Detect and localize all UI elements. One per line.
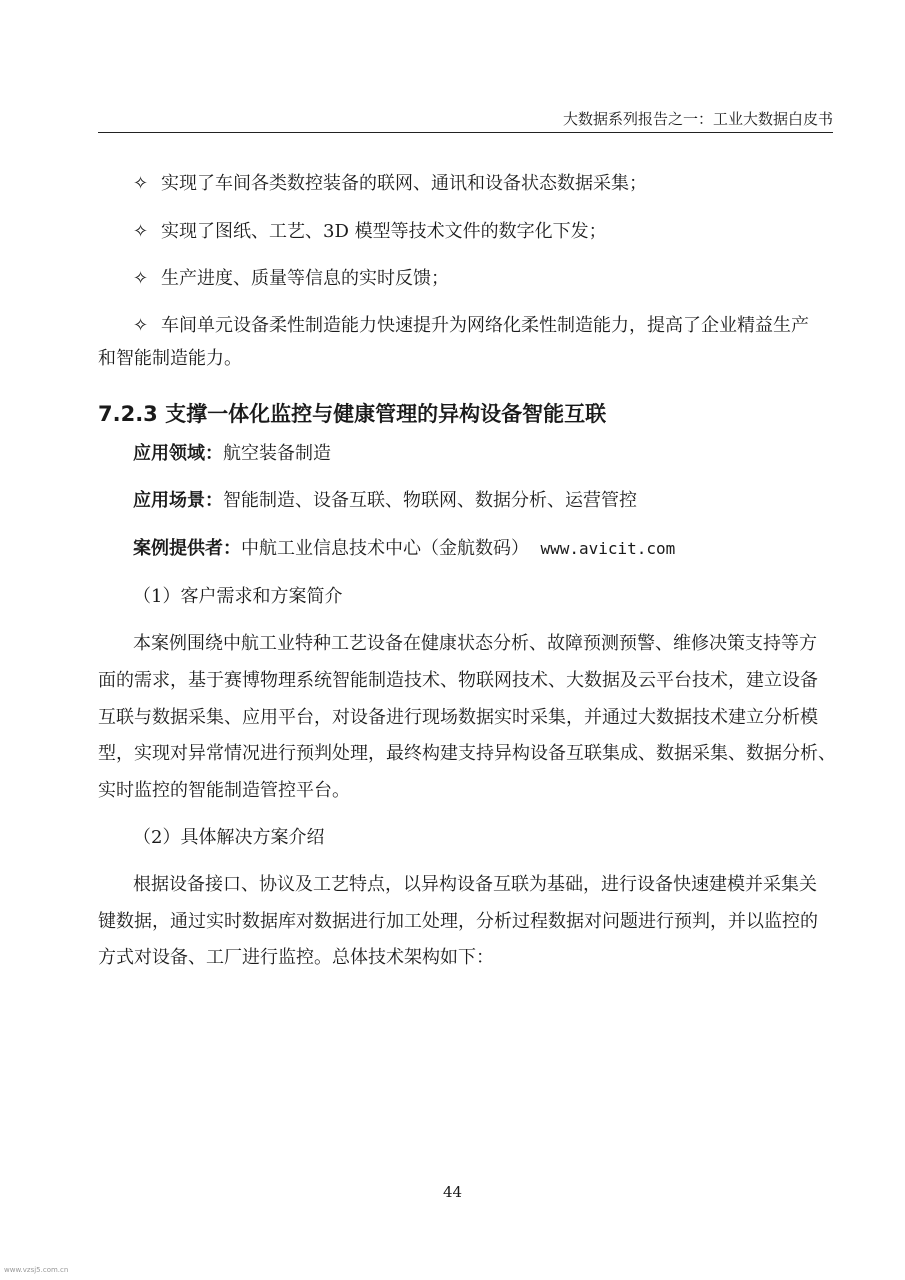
diamond-bullet-icon: ✧ xyxy=(133,268,149,289)
section-heading: 7.2.3 支撑一体化监控与健康管理的异构设备智能互联 xyxy=(98,402,607,426)
list-item xyxy=(133,262,449,296)
bullet-text: 生产进度、质量等信息的实时反馈； xyxy=(161,268,449,289)
paragraph-line: 面的需求，基于赛博物理系统智能制造技术、物联网技术、大数据及云平台技术，建立设备 xyxy=(98,670,818,691)
paragraph-line: 键数据，通过实时数据库对数据进行加工处理，分析过程数据对问题进行预判，并以监控的 xyxy=(98,911,818,932)
running-header xyxy=(98,104,833,133)
list-item xyxy=(133,309,809,343)
subsection-title: （2）具体解决方案介绍 xyxy=(133,827,325,848)
field-application-scenario xyxy=(133,484,868,518)
paragraph-line: 本案例围绕中航工业特种工艺设备在健康状态分析、故障预测预警、维修决策支持等方 xyxy=(133,633,817,654)
field-case-provider xyxy=(133,532,868,566)
field-label: 应用领域： xyxy=(133,443,223,464)
provider-url: www.avicit.com xyxy=(540,539,676,558)
diamond-bullet-icon: ✧ xyxy=(133,221,149,242)
paragraph-line: 实时监控的智能制造管控平台。 xyxy=(98,780,350,801)
diamond-bullet-icon: ✧ xyxy=(133,315,149,336)
paragraph-line: 互联与数据采集、应用平台，对设备进行现场数据实时采集，并通过大数据技术建立分析模 xyxy=(98,707,818,728)
paragraph-line: 型，实现对异常情况进行预判处理，最终构建支持异构设备互联集成、数据采集、数据分析、 xyxy=(98,743,836,764)
watermark: www.vzsj5.com.cn xyxy=(4,1266,69,1274)
field-label: 案例提供者： xyxy=(133,538,241,559)
bullet-text: 实现了图纸、工艺、3D 模型等技术文件的数字化下发； xyxy=(161,221,607,242)
list-item xyxy=(133,167,647,201)
list-item xyxy=(133,215,607,249)
field-value: 智能制造、设备互联、物联网、数据分析、运营管控 xyxy=(223,490,637,511)
paragraph-line: 方式对设备、工厂进行监控。总体技术架构如下： xyxy=(98,947,494,968)
field-value: 中航工业信息技术中心（金航数码） xyxy=(241,538,529,559)
diamond-bullet-icon: ✧ xyxy=(133,173,149,194)
field-label: 应用场景： xyxy=(133,490,223,511)
paragraph-line: 根据设备接口、协议及工艺特点，以异构设备互联为基础，进行设备快速建模并采集关 xyxy=(133,874,817,895)
subsection-title: （1）客户需求和方案简介 xyxy=(133,586,343,607)
header-title: 大数据系列报告之一：工业大数据白皮书 xyxy=(562,110,833,128)
bullet-text: 实现了车间各类数控装备的联网、通讯和设备状态数据采集； xyxy=(161,173,647,194)
field-value: 航空装备制造 xyxy=(223,443,331,464)
page-number: 44 xyxy=(442,1183,463,1201)
bullet-text: 车间单元设备柔性制造能力快速提升为网络化柔性制造能力，提高了企业精益生产 xyxy=(161,315,809,336)
field-application-domain xyxy=(133,437,868,471)
bullet-text-continuation: 和智能制造能力。 xyxy=(98,348,242,369)
